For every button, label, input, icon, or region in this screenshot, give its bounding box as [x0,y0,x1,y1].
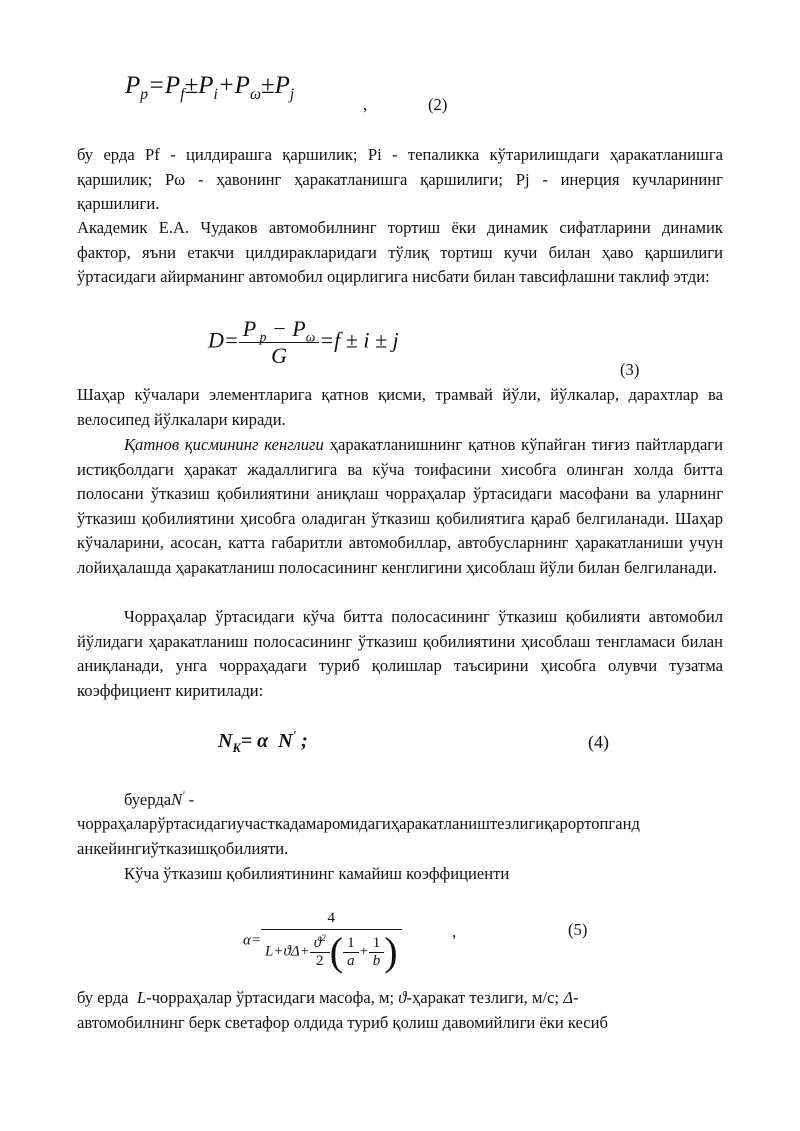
paragraph-carriageway-width-text: ҳаракатланишнинг қатнов кўпайган тиғиз пайтлардаги истиқболдаги ҳаракат жадаллигига ва кўча тоифасини хисобга олинган холда битта полосани ўтказиш қобилиятини аниқлаш чорраҳалар ўртасидаги масофани ва уларнинг ўтказиш қобилиятини ҳисобга оладиган ўтказиш қобилиятига қараб белгиланади. Шаҳар кўчаларини, асосан, катта габаритли автомобиллар, автобусларнинг ҳаракатланиши учун лойиҳалашда ҳаракатланиш полосасининг кенглигини ҳисоблаш йўли билан белгиланади. [77,435,723,577]
delta-dash: - [572,988,579,1007]
paragraph-where-n-line2: чорраҳаларўртасидагиучасткадамаромидагиҳаракатлаништезлигиқарортопганд [77,814,640,833]
where-label: буерда [124,790,172,809]
equation-5: α= 4 L+ϑΔ+ $\frac{ϑ^2}{2}$ ( $\frac{1}{a}$ + $\frac{1}{b}$ ) [243,910,402,972]
equation-2-comma: , [363,95,368,114]
paragraph-reduction-coefficient: Кўча ўтказиш қобилиятининг камайиш коэффициенти [124,864,510,883]
equation-4-number: (4) [588,732,609,752]
l-definition: -чорраҳалар ўртасидаги масофа, м; [146,988,395,1007]
italic-term: Қатнов қисмининг кенглиги [124,435,324,454]
equation-3-number: (3) [620,360,640,379]
l-symbol: L [132,988,147,1007]
equation-4: $N_K= \alpha$ N' ; [218,728,308,755]
theta-definition: -ҳаракат тезлиги, м/с; [406,988,560,1007]
dash: - [184,790,195,809]
equation-2-number: (2) [428,95,448,114]
theta-symbol: ϑ [398,988,407,1007]
paragraph-where-l-line2: автомобилнинг берк светафор олдида туриб қолиш давомийлиги ёки кесиб [77,1013,608,1032]
equation-2: $P_p=P_f\pm P_i+P_\omega\pm P_j$ [125,72,295,103]
equation-5-number: (5) [568,920,588,939]
equation-3: D= $\frac{P _p - P_\omega}{G}$ =f ± i ± j [208,316,399,368]
equation-5-comma: , [452,922,457,941]
paragraph-lane-capacity: Чорраҳалар ўртасидаги кўча битта полосасининг ўтказиш қобилияти автомобил йўлидаги ҳаракатланиш полосасининг ўтказиш қобилиятини ҳисоблаш тенгламаси билан аниқланади, унга чорраҳадаги туриб қолишлар таъсирини ҳисобга олувчи тузатма коэффициент киритилади: [77,607,723,700]
paragraph-where-n [77,788,723,813]
n-prime-symbol: N' [171,790,185,809]
paragraph-where-l [77,986,723,1011]
paragraph-dynamic-factor: Академик Е.А. Чудаков автомобилнинг тортиш ёки динамик сифатларини динамик фактор, яъни етакчи цилдиракларидаги тўлиқ тортиш кучи билан ҳаво қаршилиги ўртасидаги айирманинг автомобил оцирлигига нисбати билан тавсифлашни таклиф этди: [77,218,723,287]
paragraph-street-elements: Шаҳар кўчалари элементларига қатнов қисми, трамвай йўли, йўлкалар, дарахтлар ва велосипед йўлкалари киради. [77,385,723,429]
paragraph-resistance-definitions: бу ерда Pf - цилдирашга қаршилик; Pi - тепаликка кўтарилишдаги ҳаракатланишга қаршилик; Pω - ҳавонинг ҳаракатланишга қаршилиги; Pj - инерция кучларининг қаршилиги. [77,145,723,214]
paragraph-carriageway-width [77,433,723,581]
where-label-2: бу ерда [77,988,129,1007]
delta-symbol: Δ [563,988,573,1007]
paragraph-where-n-line3: анкейингиўтказишқобилияти. [77,839,289,858]
